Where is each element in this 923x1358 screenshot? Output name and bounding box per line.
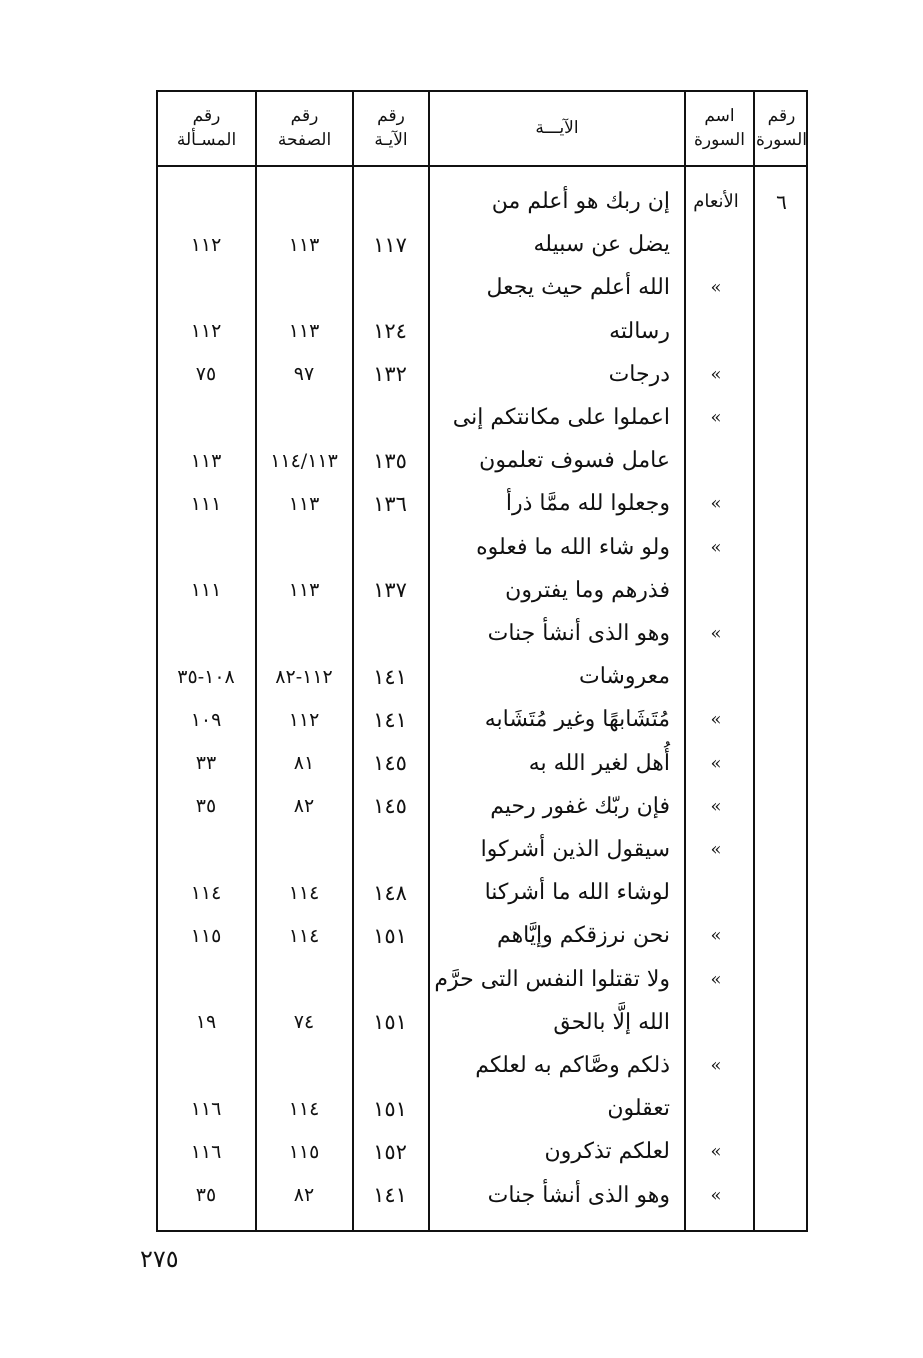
ayah-number-cell: [354, 828, 426, 871]
page-number-cell: ١١٤: [288, 924, 320, 947]
surah-number-cell: [755, 742, 808, 785]
surah-number-cell: [755, 396, 808, 439]
surah-name-cell: [686, 310, 746, 353]
header-ayah: [430, 92, 684, 164]
issue-number-cell: ١٠٩: [190, 708, 222, 731]
page-number-cell: [258, 396, 350, 439]
ayah-number-cell: [354, 1044, 426, 1087]
table-row: [156, 439, 808, 482]
surah-number-cell: [755, 655, 808, 698]
surah-name-cell: »: [710, 925, 722, 947]
ayah-number-cell: ١٣٥: [373, 448, 407, 473]
surah-number-cell: [755, 1130, 808, 1173]
page-number-cell: [258, 828, 350, 871]
ayah-number-cell: ١٤٨: [373, 880, 407, 905]
table-row: [156, 223, 808, 266]
surah-name-cell: [686, 655, 746, 698]
page-number-cell: [258, 612, 350, 655]
surah-number-cell: [755, 223, 808, 266]
surah-number-cell: [755, 1044, 808, 1087]
ayah-text-cell: فذرهم وما يفترون: [505, 577, 670, 603]
table-row: [156, 526, 808, 569]
page-number: ٢٧٥: [140, 1245, 179, 1273]
header-surah-number-line1: رقم: [767, 106, 796, 126]
surah-name-cell: [686, 569, 746, 612]
surah-number-cell: [755, 958, 808, 1001]
issue-number-cell: ١١٥: [190, 924, 222, 947]
header-page-number-line1: رقم: [290, 106, 319, 126]
table-row: [156, 353, 808, 396]
page-number-cell: ٧٤: [293, 1011, 315, 1034]
surah-number-cell: [755, 1087, 808, 1130]
table-row: [156, 1001, 808, 1044]
header-issue-number-line1: رقم: [192, 106, 221, 126]
header-surah-name: [686, 92, 753, 164]
ayah-number-cell: ١٥١: [373, 1010, 407, 1035]
table-row: [156, 655, 808, 698]
ayah-text-cell: اعملوا على مكانتكم إنى: [452, 405, 670, 430]
ayah-text-cell: وهو الذى أنشأ جنات: [487, 1182, 670, 1208]
page-number-cell: [258, 180, 350, 223]
ayah-text-cell: ولو شاء الله ما فعلوه: [476, 534, 670, 560]
issue-number-cell: ١١٦: [190, 1140, 222, 1163]
issue-number-cell: [160, 180, 252, 223]
surah-name-cell: »: [710, 752, 722, 774]
table-row: [156, 871, 808, 914]
table-row: [156, 310, 808, 353]
surah-name-cell: »: [710, 623, 722, 644]
page-number-cell: ١١٣: [288, 320, 320, 343]
table-row: [156, 266, 808, 309]
ayah-text-cell: لوشاء الله ما أشركنا: [484, 880, 670, 906]
surah-number-cell: [755, 266, 808, 309]
ayah-text-cell: إن ربك هو أعلم من: [491, 189, 670, 214]
ayah-number-cell: ١٢٤: [373, 319, 407, 344]
surah-name-cell: »: [710, 536, 722, 558]
surah-name-cell: »: [710, 1141, 722, 1163]
surah-number-cell: [755, 1174, 808, 1217]
ayah-number-cell: ١١٧: [373, 232, 407, 257]
ayah-text-cell: مُتَشَابهًا وغير مُتَشَابه: [484, 707, 670, 733]
ayah-number-cell: ١٣٦: [373, 491, 407, 516]
ayah-text-cell: لعلكم تذكرون: [544, 1139, 670, 1165]
page-number-cell: ٨٢: [293, 1184, 315, 1207]
surah-number-cell: [755, 310, 808, 353]
table-row: [156, 1130, 808, 1173]
ayah-number-cell: [354, 526, 426, 569]
surah-name-cell: »: [710, 795, 722, 817]
ayah-number-cell: [354, 266, 426, 309]
issue-number-cell: ١١١: [190, 492, 222, 515]
surah-name-cell: »: [710, 1184, 722, 1206]
header-page-number-line2: الصفحة: [277, 130, 332, 150]
header-page-number: [257, 92, 352, 164]
header-ayah-number-line1: رقم: [377, 106, 405, 126]
ayah-text-cell: وهو الذى أنشأ جنات: [487, 621, 670, 646]
ayah-text-cell: الله إلَّا بالحق: [553, 1009, 670, 1035]
surah-name-cell: »: [710, 709, 722, 731]
issue-number-cell: [160, 612, 252, 655]
issue-number-cell: [160, 828, 252, 871]
ayah-text-cell: أُهل لغير الله به: [528, 750, 670, 776]
surah-number-cell: [755, 1001, 808, 1044]
page-number-cell: ١١٤: [288, 1097, 320, 1120]
page-number-cell: ١١٤: [288, 881, 320, 904]
ayah-number-cell: ١٤١: [373, 707, 407, 732]
issue-number-cell: ١٠٨-٣٥: [177, 665, 235, 688]
surah-name-cell: »: [710, 1055, 722, 1076]
table-row: [156, 180, 808, 223]
surah-name-cell: [686, 1001, 746, 1044]
surah-number-cell: ٦: [776, 189, 787, 214]
page-number-cell: ١١٤/١١٣: [270, 449, 338, 472]
table-row: [156, 1044, 808, 1087]
page-number-cell: ١١٣: [288, 579, 320, 602]
page-number-cell: ١١٣: [288, 233, 320, 256]
ayah-text-cell: الله أعلم حيث يجعل: [486, 275, 670, 301]
issue-number-cell: ١٩: [195, 1011, 217, 1034]
page-number-cell: ٨٢: [293, 795, 315, 818]
ayah-number-cell: [354, 958, 426, 1001]
surah-number-cell: [755, 698, 808, 741]
ayah-number-cell: ١٤٥: [373, 751, 407, 776]
ayah-number-cell: ١٣٧: [373, 578, 407, 603]
ayah-number-cell: ١٤١: [373, 1183, 407, 1208]
page-number-cell: [258, 266, 350, 309]
issue-number-cell: ٣٥: [195, 795, 217, 818]
surah-number-cell: [755, 612, 808, 655]
table-row: [156, 698, 808, 741]
ayah-number-cell: ١٣٢: [373, 362, 407, 387]
ayah-number-cell: ١٥١: [373, 1096, 407, 1121]
surah-name-cell: »: [710, 407, 722, 428]
page-number-cell: ١١٥: [288, 1140, 320, 1163]
header-surah-number-line2: السورة: [756, 130, 807, 150]
page-number-cell: [258, 958, 350, 1001]
table-row: [156, 828, 808, 871]
surah-number-cell: [755, 871, 808, 914]
surah-number-cell: [755, 526, 808, 569]
ayah-text-cell: معروشات: [578, 664, 670, 690]
ayah-number-cell: [354, 396, 426, 439]
surah-name-cell: »: [710, 363, 722, 385]
ayah-number-cell: ١٤٥: [373, 794, 407, 819]
header-surah-number: [755, 92, 808, 164]
issue-number-cell: ١١٣: [190, 449, 222, 472]
ayah-text-cell: ذلكم وصَّاكم به لعلكم: [475, 1053, 670, 1078]
ayah-number-cell: ١٤١: [373, 664, 407, 689]
header-issue-number: [158, 92, 255, 164]
ayah-number-cell: ١٥٢: [373, 1139, 407, 1164]
table-row: [156, 785, 808, 828]
ayah-number-cell: ١٥١: [373, 923, 407, 948]
issue-number-cell: ١١٢: [190, 320, 222, 343]
surah-number-cell: [755, 439, 808, 482]
issue-number-cell: ١١٦: [190, 1097, 222, 1120]
surah-name-cell: [686, 1087, 746, 1130]
issue-number-cell: ١١٤: [190, 881, 222, 904]
page-number-cell: ١١٢: [288, 708, 320, 731]
page-number-cell: ٨١: [293, 752, 315, 775]
ayah-text-cell: يضل عن سبيله: [533, 232, 670, 258]
header-surah-name-line1: اسم: [704, 106, 735, 126]
issue-number-cell: ٧٥: [195, 363, 217, 386]
issue-number-cell: ٣٣: [195, 752, 217, 775]
ayah-text-cell: سيقول الذين أشركوا: [480, 837, 670, 862]
table-row: [156, 396, 808, 439]
ayah-number-cell: [354, 180, 426, 223]
surah-name-cell: [686, 871, 746, 914]
issue-number-cell: [160, 1044, 252, 1087]
table-row: [156, 569, 808, 612]
surah-number-cell: [755, 353, 808, 396]
issue-number-cell: [160, 958, 252, 1001]
surah-name-cell: »: [710, 839, 722, 860]
surah-name-cell: »: [710, 493, 722, 515]
issue-number-cell: ٣٥: [195, 1184, 217, 1207]
page-number-cell: ٩٧: [293, 363, 315, 386]
page-number-cell: ١١٢-٨٢: [275, 665, 333, 688]
table-row: [156, 742, 808, 785]
page-number-cell: ١١٣: [288, 492, 320, 515]
table-row: [156, 612, 808, 655]
ayah-text-cell: وجعلوا لله ممَّا ذرأ: [505, 491, 670, 517]
issue-number-cell: ١١٢: [190, 233, 222, 256]
header-surah-name-line2: السورة: [694, 130, 745, 150]
ayah-text-cell: ولا تقتلوا النفس التى حرَّم: [434, 966, 670, 992]
surah-number-cell: [755, 569, 808, 612]
ayah-text-cell: نحن نرزقكم وإيَّاهم: [496, 923, 670, 949]
surah-name-cell: [686, 223, 746, 266]
header-ayah-number: [354, 92, 428, 164]
table-row: [156, 482, 808, 525]
page-number-cell: [258, 1044, 350, 1087]
issue-number-cell: [160, 266, 252, 309]
surah-name-cell: »: [710, 277, 722, 299]
surah-number-cell: [755, 785, 808, 828]
ayah-text-cell: عامل فسوف تعلمون: [479, 448, 670, 474]
page-number-cell: [258, 526, 350, 569]
header-ayah-number-line2: الآيـة: [374, 130, 408, 150]
header-ayah-label: الآيـــة: [535, 118, 579, 138]
header-issue-number-line2: المسـألة: [176, 130, 237, 150]
issue-number-cell: ١١١: [190, 579, 222, 602]
table-row: [156, 914, 808, 957]
ayah-text-cell: تعقلون: [607, 1096, 670, 1122]
surah-number-cell: [755, 482, 808, 525]
surah-name-cell: [686, 439, 746, 482]
ayah-number-cell: [354, 612, 426, 655]
issue-number-cell: [160, 526, 252, 569]
surah-name-cell: »: [710, 968, 722, 990]
surah-number-cell: [755, 828, 808, 871]
surah-name-cell: الأنعام: [693, 191, 739, 212]
table-row: [156, 958, 808, 1001]
header-divider: [156, 165, 808, 167]
table-row: [156, 1087, 808, 1130]
issue-number-cell: [160, 396, 252, 439]
surah-number-cell: [755, 914, 808, 957]
ayah-text-cell: رسالته: [609, 318, 670, 344]
ayah-text-cell: فإن ربّك غفور رحيم: [490, 793, 670, 819]
table-row: [156, 1174, 808, 1217]
ayah-text-cell: درجات: [608, 361, 670, 387]
